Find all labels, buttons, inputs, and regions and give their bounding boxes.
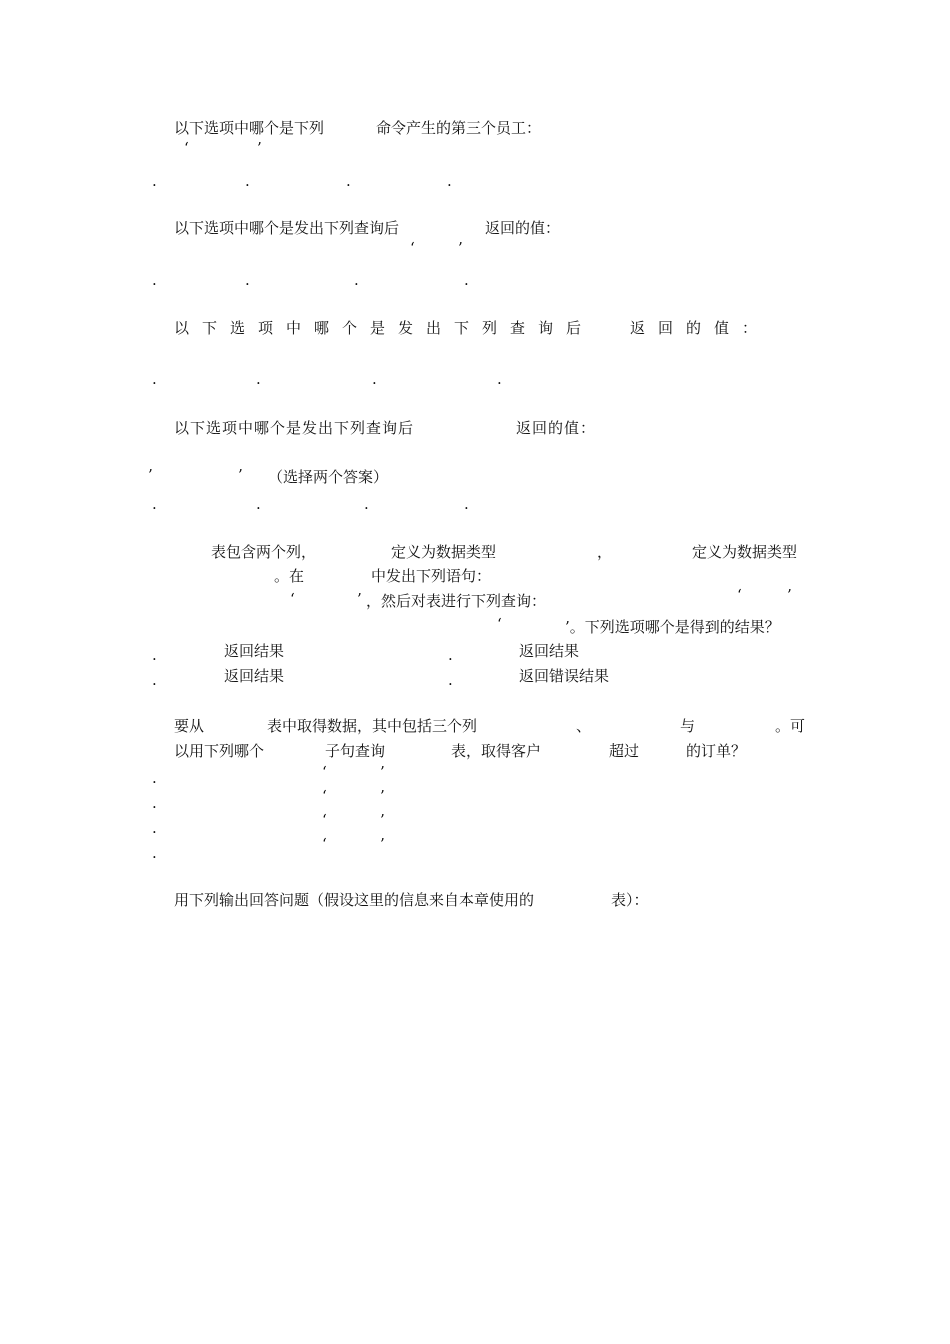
q6-line1-e: 。可 bbox=[775, 717, 806, 735]
q5-line1-c: ， bbox=[597, 543, 613, 561]
q4-quote-open: ’ bbox=[148, 466, 153, 484]
q5-option-b-label: 返回结果 bbox=[519, 642, 580, 660]
q6-option-c-quote-close: ’ bbox=[380, 811, 385, 829]
q1-option-d-dot: . bbox=[447, 172, 452, 190]
q1-text: 以下选项中哪个是下列 bbox=[174, 119, 325, 137]
q6-line2-e: 的订单？ bbox=[686, 742, 747, 760]
q4-option-d-dot: . bbox=[464, 495, 469, 513]
q2-option-a-dot: . bbox=[152, 271, 157, 289]
q4-quote-close: ’ bbox=[238, 466, 243, 484]
q5-line3-quote-open: ‘ bbox=[290, 590, 295, 608]
q5-option-a-dot: . bbox=[152, 646, 157, 664]
q3-option-a-dot: . bbox=[152, 370, 157, 388]
q6-option-a-dot: . bbox=[152, 769, 157, 787]
q4-option-c-dot: . bbox=[364, 495, 369, 513]
q6-option-a-quote-close: ’ bbox=[380, 763, 385, 781]
q1-quote-open: ‘ bbox=[184, 139, 189, 157]
q3-option-d-dot: . bbox=[497, 370, 502, 388]
q5-line1-d: 定义为数据类型 bbox=[692, 543, 798, 561]
q2-quote-close: ’ bbox=[458, 239, 463, 257]
q5-line3-quote-close: ’ bbox=[357, 590, 362, 608]
q5-line1-b: 定义为数据类型 bbox=[391, 543, 497, 561]
q6-line1-c: 、 bbox=[576, 717, 592, 735]
q6-line2-b: 子句查询 bbox=[325, 742, 386, 760]
q3-text: 以下选项中哪个是发出下列查询后 bbox=[174, 319, 595, 337]
q6-option-a-quote-open: ‘ bbox=[322, 763, 327, 781]
q7-text: 用下列输出回答问题（假设这里的信息来自本章使用的 bbox=[174, 891, 535, 909]
q4-text: 以下选项中哪个是发出下列查询后 bbox=[174, 419, 415, 437]
q6-option-b-quote-open: ‘ bbox=[322, 787, 327, 805]
q4-option-a-dot: . bbox=[152, 495, 157, 513]
q5-line1-a: 表包含两个列， bbox=[211, 543, 317, 561]
q6-line1-a: 要从 bbox=[174, 717, 205, 735]
q6-line2-a: 以用下列哪个 bbox=[174, 742, 265, 760]
q5-option-d-label: 返回错误结果 bbox=[519, 667, 610, 685]
q6-option-b-quote-close: ’ bbox=[380, 787, 385, 805]
q6-option-d-quote-close: ’ bbox=[380, 835, 385, 853]
q6-option-c-dot: . bbox=[152, 819, 157, 837]
q6-line2-c: 表，取得客户 bbox=[451, 742, 542, 760]
q5-line3-text: ，然后对表进行下列查询： bbox=[366, 592, 547, 610]
q2-quote-open: ‘ bbox=[410, 239, 415, 257]
q3-option-c-dot: . bbox=[372, 370, 377, 388]
q2-option-c-dot: . bbox=[354, 271, 359, 289]
q5-option-a-label: 返回结果 bbox=[224, 642, 285, 660]
q4-text-cont: 返回的值： bbox=[516, 419, 597, 437]
q6-option-c-quote-open: ‘ bbox=[322, 811, 327, 829]
q6-option-b-dot: . bbox=[152, 794, 157, 812]
q3-option-b-dot: . bbox=[256, 370, 261, 388]
q1-text-cont: 命令产生的第三个员工： bbox=[376, 119, 542, 137]
q6-option-d-quote-open: ‘ bbox=[322, 835, 327, 853]
q5-option-b-dot: . bbox=[448, 646, 453, 664]
q2-text: 以下选项中哪个是发出下列查询后 bbox=[174, 219, 400, 237]
q1-option-a-dot: . bbox=[152, 172, 157, 190]
q7-text-cont: 表）： bbox=[611, 891, 649, 909]
q5-line2-quote-close: ’ bbox=[787, 586, 792, 604]
q5-line2-quote-open: ‘ bbox=[737, 586, 742, 604]
q1-option-c-dot: . bbox=[346, 172, 351, 190]
q6-line2-d: 超过 bbox=[609, 742, 640, 760]
q5-option-c-dot: . bbox=[152, 671, 157, 689]
q5-line2-a: 。在 bbox=[274, 567, 305, 585]
q6-option-d-dot: . bbox=[152, 844, 157, 862]
q2-text-cont: 返回的值： bbox=[485, 219, 561, 237]
q5-option-d-dot: . bbox=[448, 671, 453, 689]
q5-line4-quote-open: ‘ bbox=[497, 615, 502, 633]
q2-option-d-dot: . bbox=[464, 271, 469, 289]
q5-option-c-label: 返回结果 bbox=[224, 667, 285, 685]
q4-option-b-dot: . bbox=[256, 495, 261, 513]
q2-option-b-dot: . bbox=[245, 271, 250, 289]
q6-line1-d: 与 bbox=[680, 717, 696, 735]
q3-text-cont: 返回的值： bbox=[630, 319, 771, 337]
q6-line1-b: 表中取得数据，其中包括三个列 bbox=[267, 717, 478, 735]
q1-option-b-dot: . bbox=[245, 172, 250, 190]
q1-quote-close: ’ bbox=[257, 139, 262, 157]
q5-line2-b: 中发出下列语句： bbox=[371, 567, 492, 585]
q4-note: （选择两个答案） bbox=[268, 468, 389, 486]
q5-line4-text: ’。下列选项哪个是得到的结果？ bbox=[565, 618, 780, 636]
